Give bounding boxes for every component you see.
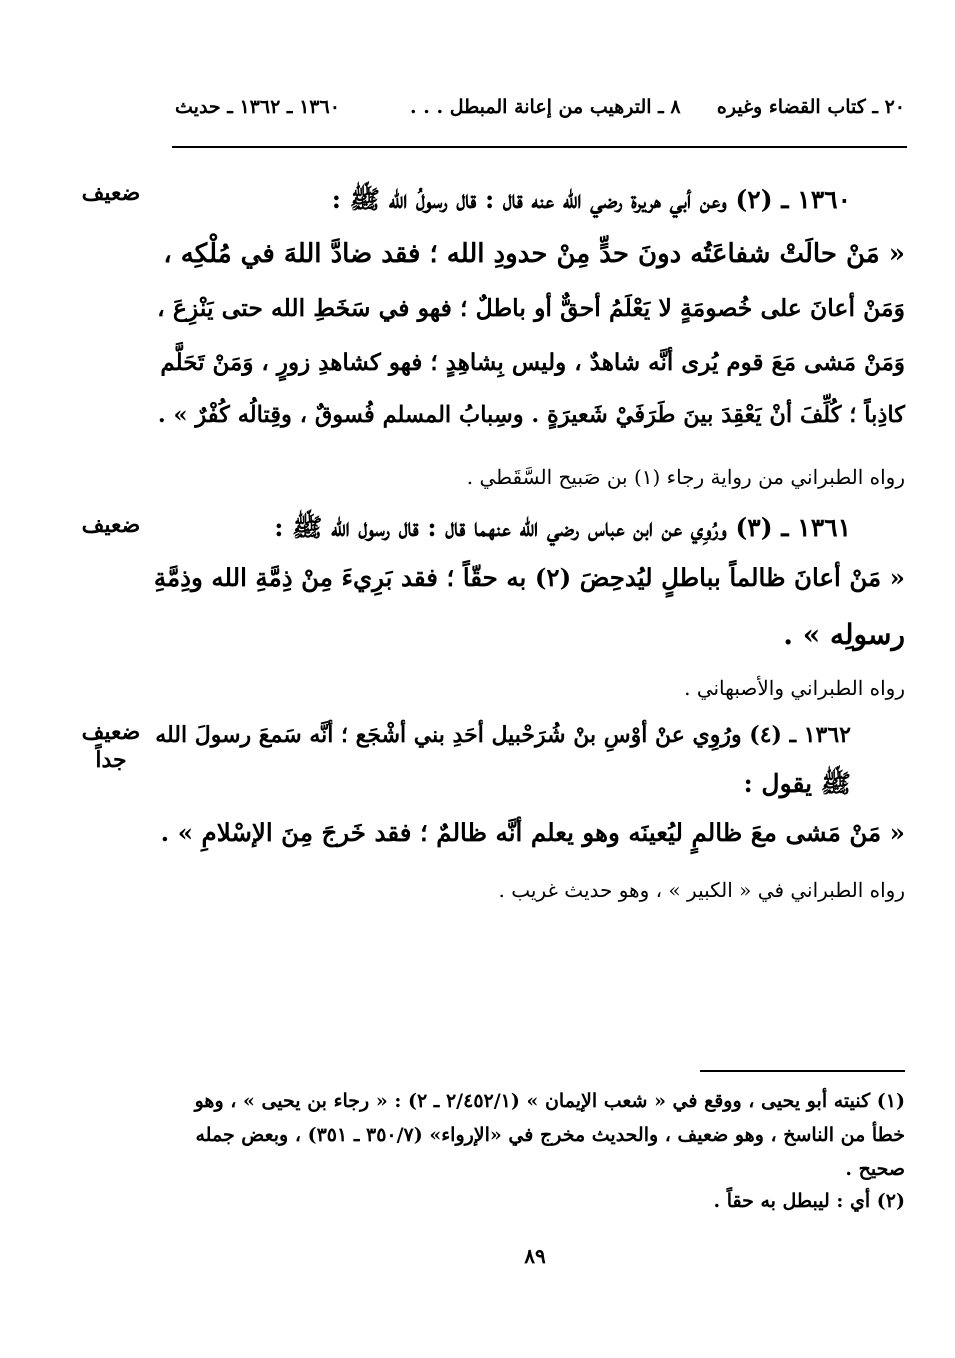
hadith-source: رواه الطبراني من رواية رجاء (١) بن صَبيح السَّقَطي . — [466, 465, 905, 489]
header-chapter-title: ٨ ـ الترهيب من إعانة المبطل . . . — [410, 96, 681, 118]
hadith-line: ١٣٦١ ـ (٣) ورُوِي عن ابن عباس رضي الله عنهما قال : قال رسول الله ﷺ : — [274, 513, 851, 542]
hadith-line: ١٣٦٢ ـ (٤) ورُوِي عنْ أوْسِ بنْ شُرَحْبيل أحَدِ بني أشْجَع ؛ أنَّه سَمعَ رسولَ الله — [155, 722, 851, 748]
footnote-line: خطأ من الناسخ ، وهو ضعيف ، والحديث مخرج في «الإرواء» (٣٥٠/٧ ـ ٣٥١) ، وبعض جمله — [195, 1124, 905, 1146]
hadith-grade: ضعيف جداً — [81, 719, 141, 773]
hadith-line: « مَنْ مَشى معَ ظالمٍ ليُعينَه وهو يعلم أنَّه ظالمٌ ؛ فقد خَرجَ مِنَ الإسْلامِ » . — [160, 818, 905, 847]
hadith-source: رواه الطبراني والأصبهاني . — [684, 676, 905, 700]
header-hadith-range: ١٣٦٠ ـ ١٣٦٢ ـ حديث — [175, 96, 340, 118]
footnote-line: صحيح . — [845, 1158, 905, 1180]
hadith-line: كاذِباً ؛ كُلِّفَ أنْ يَعْقِدَ بينَ طَرَفَيْ شَعيرَةٍ . وسِبابُ المسلم فُسوقٌ ، وقِتالُه كُفْرٌ » . — [157, 402, 905, 428]
header-rule — [172, 146, 907, 148]
footnote-rule — [700, 1070, 905, 1072]
page-number: ٨٩ — [524, 1244, 546, 1268]
running-header — [175, 96, 905, 126]
hadith-line: وَمَنْ أعانَ على خُصومَةٍ لا يَعْلَمُ أحقٌّ أو باطلٌ ؛ فهو في سَخَطِ الله حتى يَنْزِعَ ، — [157, 294, 905, 322]
hadith-grade: ضعيف — [81, 180, 141, 206]
hadith-line: « مَنْ أعانَ ظالماً بباطلٍ ليُدحِضَ (٢) به حقّاً ؛ فقد بَرِيءَ مِنْ ذِمَّةِ الله وذِمَّةِ — [153, 563, 905, 592]
hadith-line: رسولِه » . — [783, 618, 905, 651]
hadith-source: رواه الطبراني في « الكبير » ، وهو حديث غريب . — [498, 878, 905, 902]
footnote-line: (٢) أي : ليبطل به حقاً . — [713, 1190, 905, 1212]
footnote-line: (١) كنيته أبو يحيى ، ووقع في « شعب الإيمان » (٢/٤٥٢/١ ـ ٢) : « رجاء بن يحيى » ، وهو — [194, 1090, 905, 1112]
hadith-line: ١٣٦٠ ـ (٢) وعن أبي هريرة رضي الله عنه قال : قال رسولُ الله ﷺ : — [331, 185, 851, 214]
header-book-title: ٢٠ ـ كتاب القضاء وغيره — [716, 96, 905, 118]
hadith-line: وَمَنْ مَشى مَعَ قوم يُرى أنَّه شاهدٌ ، وليس بِشاهِدٍ ؛ فهو كشاهدِ زورٍ ، وَمَنْ تَحَلَّم — [160, 349, 905, 376]
hadith-grade: ضعيف — [81, 512, 141, 538]
hadith-line: « مَنْ حالَتْ شفاعَتُه دونَ حدٍّ مِنْ حدودِ الله ؛ فقد ضادَّ اللهَ في مُلْكِه ، — [163, 239, 905, 269]
hadith-line: ﷺ يقول : — [743, 769, 851, 798]
